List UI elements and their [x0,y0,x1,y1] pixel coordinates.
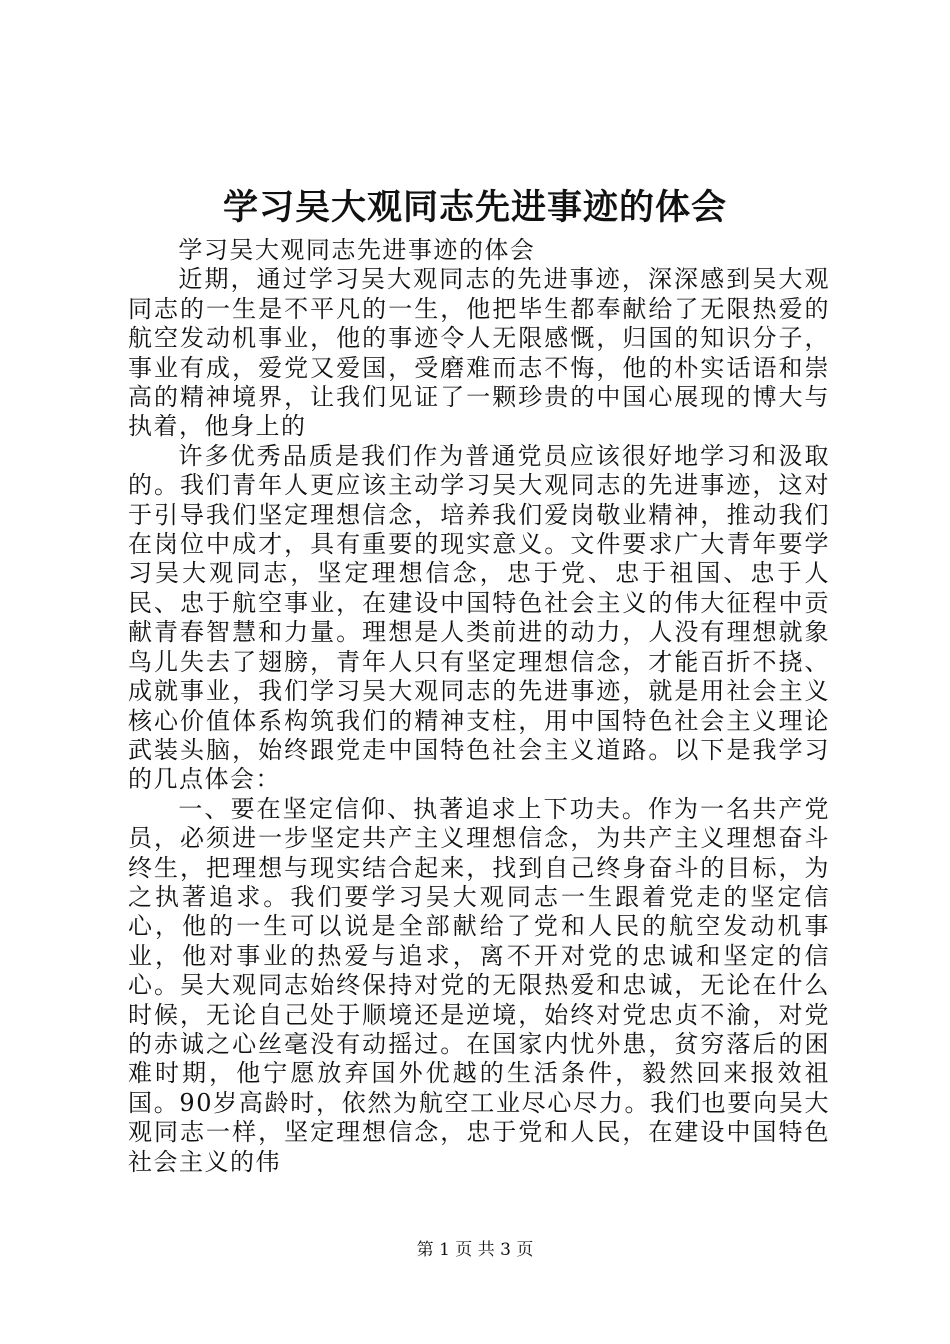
document-title: 学习吴大观同志先进事迹的体会 [222,187,727,228]
document-body [128,236,830,1177]
paragraph-point-one: 一、要在坚定信仰、执著追求上下功夫。作为一名共产党员，必须进一步坚定共产主义理想信念，为共产主义理想奋斗终生，把理想与现实结合起来，找到自己终身奋斗的目标，为之执著追求。我们要学习吴大观同志一生跟着党走的坚定信心，他的一生可以说是全部献给了党和人民的航空发动机事业，他对事业的热爱与追求，离不开对党的忠诚和坚定的信心。吴大观同志始终保持对党的无限热爱和忠诚，无论在什么时候，无论自己处于顺境还是逆境，始终对党忠贞不渝，对党的赤诚之心丝毫没有动摇过。在国家内忧外患，贫穷落后的困难时期，他宁愿放弃国外优越的生活条件，毅然回来报效祖国。90岁高龄时，依然为航空工业尽心尽力。我们也要向吴大观同志一样，坚定理想信念，忠于党和人民，在建设中国特色社会主义的伟 [128,794,830,1176]
page-number-footer: 第 1 页 共 3 页 [416,1240,534,1260]
paragraph-intro: 近期，通过学习吴大观同志的先进事迹，深深感到吴大观同志的一生是不平凡的一生，他把毕生都奉献给了无限热爱的航空发动机事业，他的事迹令人无限感慨，归国的知识分子，事业有成，爱党又爱国，受磨难而志不悔，他的朴实话语和崇高的精神境界，让我们见证了一颗珍贵的中国心展现的博大与执着，他身上的 [128,265,830,441]
paragraph-subtitle: 学习吴大观同志先进事迹的体会 [178,236,536,264]
paragraph-qualities: 许多优秀品质是我们作为普通党员应该很好地学习和汲取的。我们青年人更应该主动学习吴大观同志的先进事迹，这对于引导我们坚定理想信念，培养我们爱岗敬业精神，推动我们在岗位中成才，具有重要的现实意义。文件要求广大青年要学习吴大观同志，坚定理想信念，忠于党、忠于祖国、忠于人民、忠于航空事业，在建设中国特色社会主义的伟大征程中贡献青春智慧和力量。理想是人类前进的动力，人没有理想就象鸟儿失去了翅膀，青年人只有坚定理想信念，才能百折不挠、成就事业，我们学习吴大观同志的先进事迹，就是用社会主义核心价值体系构筑我们的精神支柱，用中国特色社会主义理论武装头脑，始终跟党走中国特色社会主义道路。以下是我学习的几点体会： [128,441,830,794]
